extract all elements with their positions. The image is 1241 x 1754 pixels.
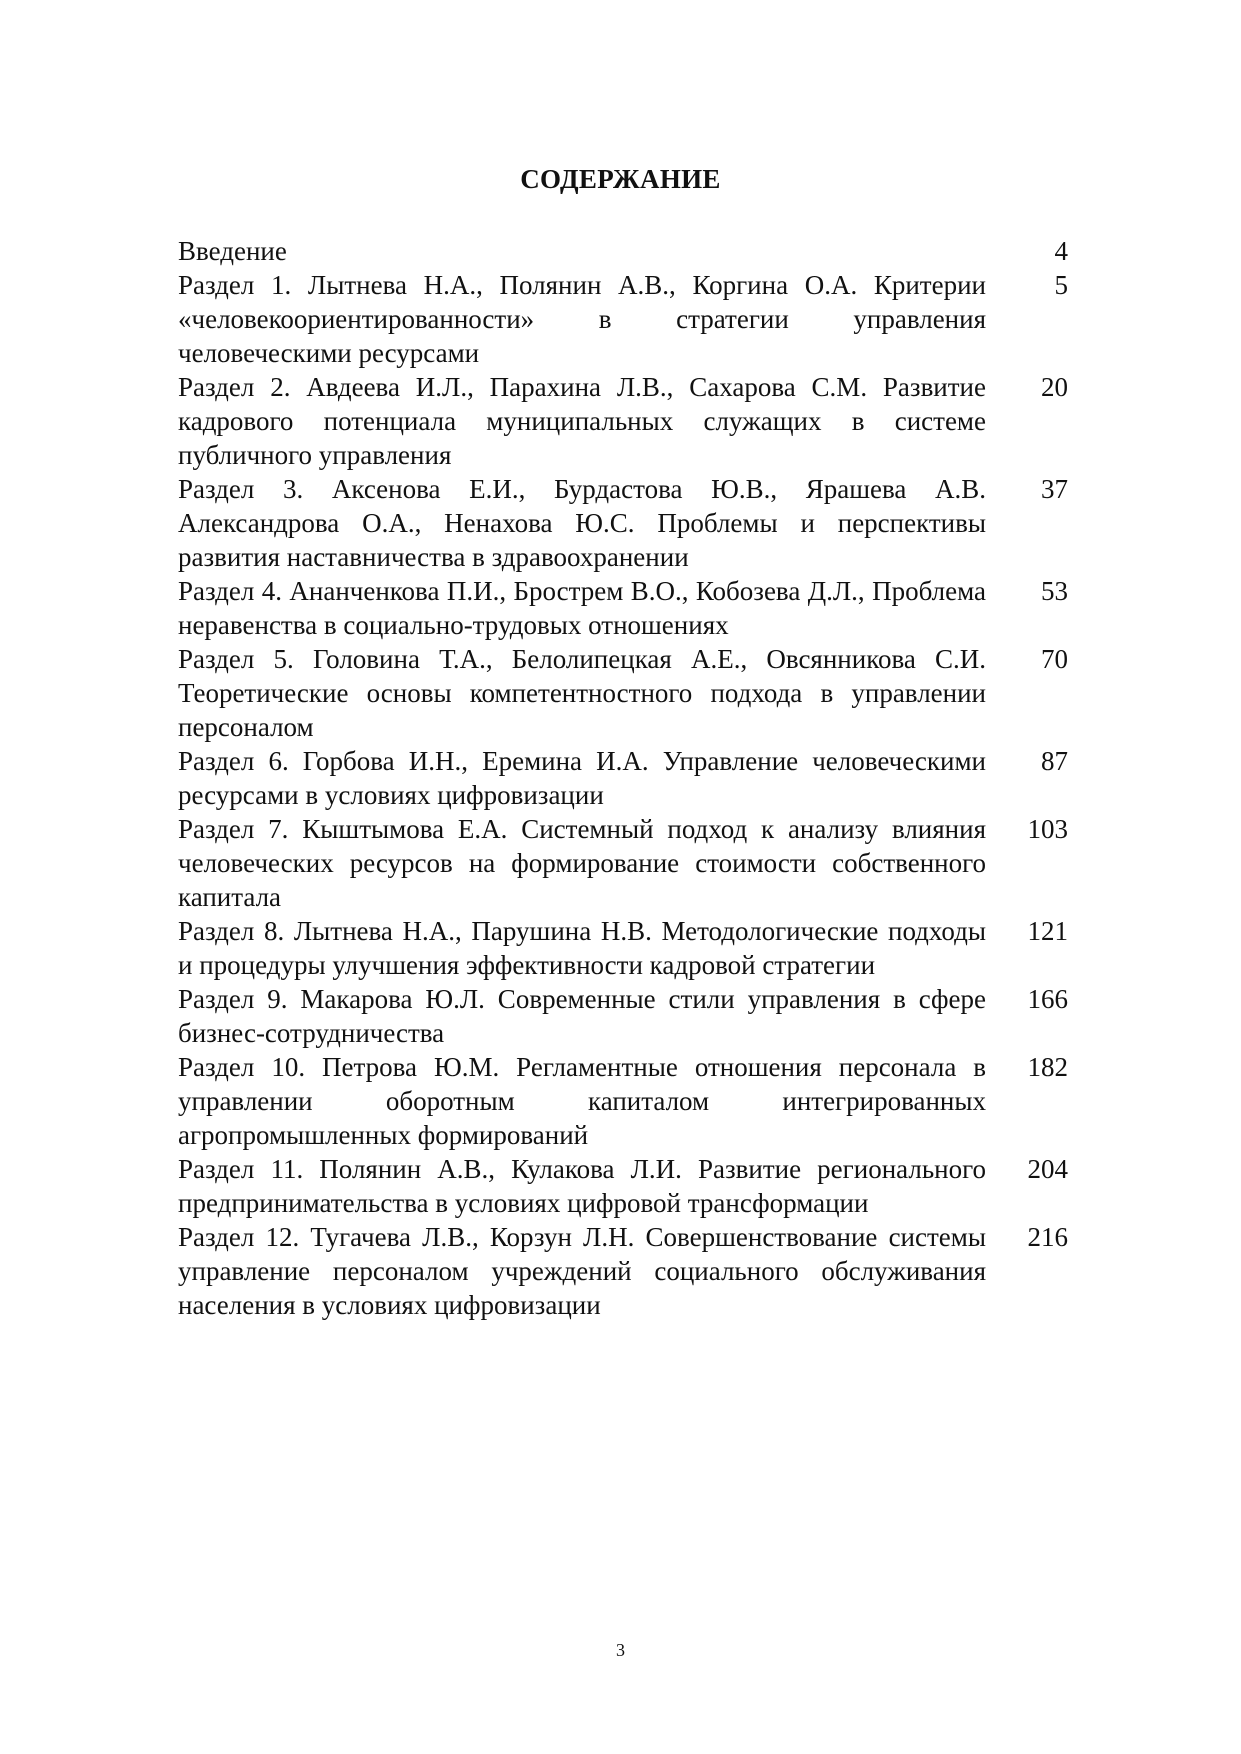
toc-entry-page: 103 bbox=[1027, 814, 1068, 844]
toc-entry-text: Раздел 7. Кыштымова Е.А. Системный подход к анализу влияния человеческих ресурсов на формирование стоимости собственного капитала bbox=[178, 814, 986, 912]
toc-entry bbox=[178, 744, 1068, 812]
toc-entry-text: Раздел 8. Лытнева Н.А., Парушина Н.В. Методологические подходы и процедуры улучшения эффективности кадровой стратегии bbox=[178, 916, 986, 980]
toc-entry-text: Раздел 1. Лытнева Н.А., Полянин А.В., Коргина О.А. Критерии «человекоориентированности» в стратегии управления человеческими ресурсами bbox=[178, 270, 986, 368]
toc-entry bbox=[178, 268, 1068, 370]
toc-entry bbox=[178, 1220, 1068, 1322]
toc-entry-text: Раздел 4. Ананченкова П.И., Брострем В.О., Кобозева Д.Л., Проблема неравенства в социально-трудовых отношениях bbox=[178, 576, 986, 640]
toc-entry-text: Раздел 2. Авдеева И.Л., Парахина Л.В., Сахарова С.М. Развитие кадрового потенциала муниципальных служащих в системе публичного управления bbox=[178, 372, 986, 470]
toc-entry bbox=[178, 812, 1068, 914]
toc-entry bbox=[178, 574, 1068, 642]
toc-entry-page: 121 bbox=[1027, 916, 1068, 946]
toc-entry-page: 70 bbox=[1041, 644, 1068, 674]
toc-entry-text: Раздел 11. Полянин А.В., Кулакова Л.И. Развитие регионального предпринимательства в условиях цифровой трансформации bbox=[178, 1154, 986, 1218]
toc-entry bbox=[178, 234, 1068, 268]
toc-entry-page: 204 bbox=[1027, 1154, 1068, 1184]
toc-entry-text: Раздел 12. Тугачева Л.В., Корзун Л.Н. Совершенствование системы управление персоналом учреждений социального обслуживания населения в условиях цифровизации bbox=[178, 1222, 986, 1320]
toc-entry-page: 20 bbox=[1041, 372, 1068, 402]
toc-entry-page: 182 bbox=[1027, 1052, 1068, 1082]
toc-entry-page: 5 bbox=[1054, 270, 1068, 300]
toc-entry bbox=[178, 370, 1068, 472]
toc-entry-page: 216 bbox=[1027, 1222, 1068, 1252]
toc-entry-text: Раздел 10. Петрова Ю.М. Регламентные отношения персонала в управлении оборотным капиталом интегрированных агропромышленных формирований bbox=[178, 1052, 986, 1150]
page-title: СОДЕРЖАНИЕ bbox=[520, 164, 721, 194]
toc-entry-page: 37 bbox=[1041, 474, 1068, 504]
toc-entry-text: Введение bbox=[178, 236, 287, 266]
table-of-contents bbox=[178, 234, 1068, 1322]
toc-entry-text: Раздел 9. Макарова Ю.Л. Современные стили управления в сфере бизнес-сотрудничества bbox=[178, 984, 986, 1048]
toc-entry bbox=[178, 1152, 1068, 1220]
toc-entry bbox=[178, 982, 1068, 1050]
toc-entry-text: Раздел 5. Головина Т.А., Белолипецкая А.Е., Овсянникова С.И. Теоретические основы компетентностного подхода в управлении персоналом bbox=[178, 644, 986, 742]
toc-entry bbox=[178, 1050, 1068, 1152]
toc-entry-text: Раздел 3. Аксенова Е.И., Бурдастова Ю.В., Ярашева А.В. Александрова О.А., Ненахова Ю.С. Проблемы и перспективы развития наставничества в здравоохранении bbox=[178, 474, 986, 572]
toc-entry-page: 4 bbox=[1054, 236, 1068, 266]
toc-entry-page: 166 bbox=[1027, 984, 1068, 1014]
toc-entry-page: 53 bbox=[1041, 576, 1068, 606]
toc-entry-text: Раздел 6. Горбова И.Н., Еремина И.А. Управление человеческими ресурсами в условиях цифровизации bbox=[178, 746, 986, 810]
toc-entry bbox=[178, 472, 1068, 574]
toc-entry bbox=[178, 914, 1068, 982]
toc-entry-page: 87 bbox=[1041, 746, 1068, 776]
toc-entry bbox=[178, 642, 1068, 744]
page-number: 3 bbox=[616, 1640, 625, 1660]
